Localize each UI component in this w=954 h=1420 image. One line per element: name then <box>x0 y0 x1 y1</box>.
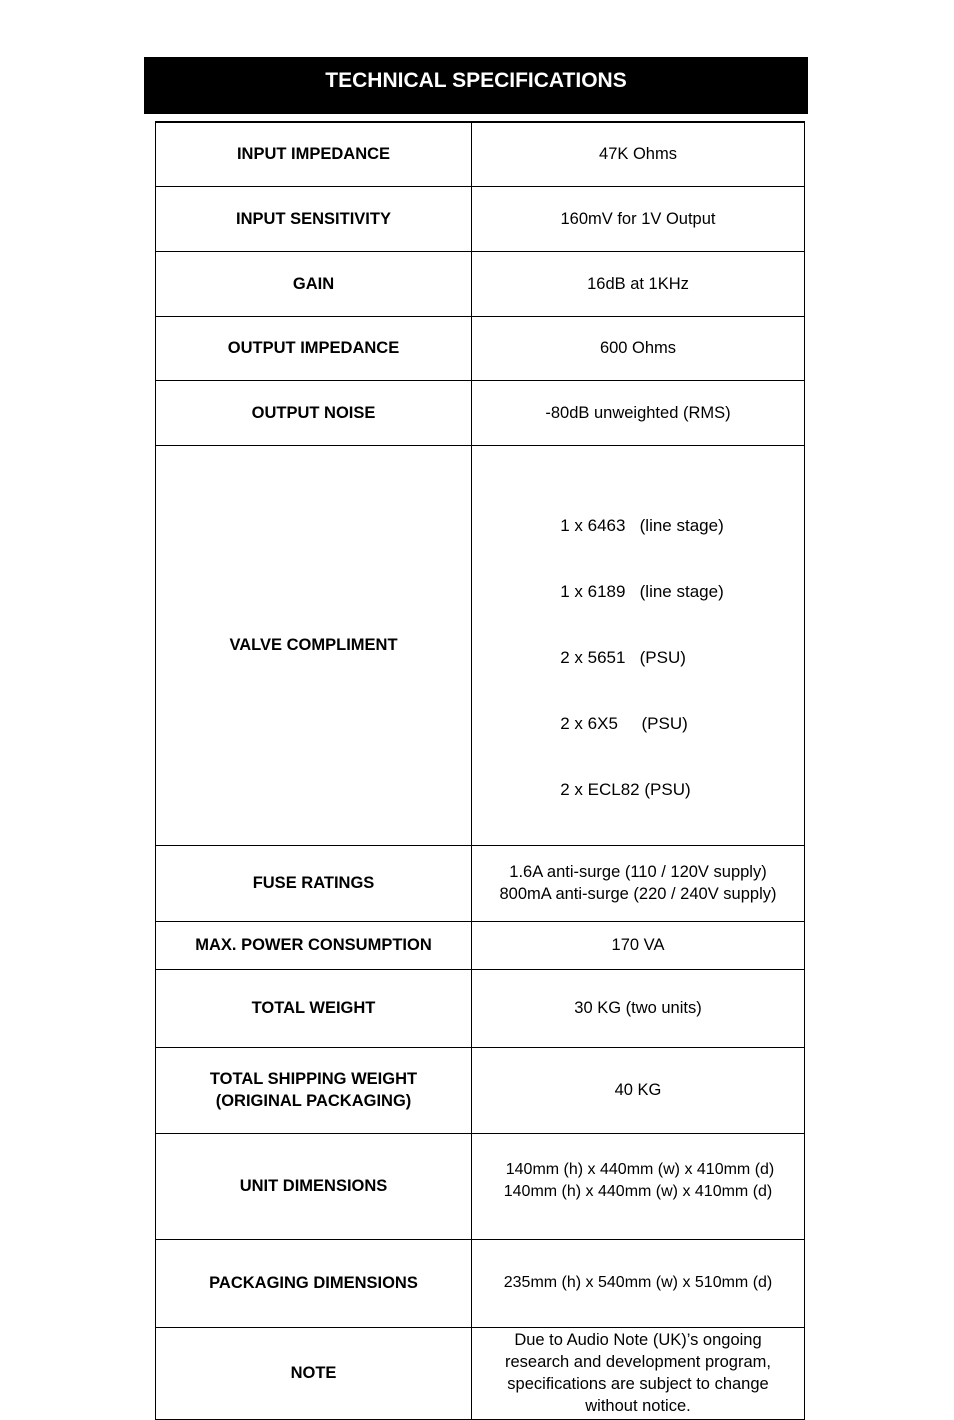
valve-line: 2 x 6X5 (PSU) <box>560 713 688 733</box>
note-line: research and development program, <box>505 1353 771 1371</box>
spec-value-valve-compliment <box>472 445 805 845</box>
table-row <box>156 845 805 921</box>
unit-dimension-line: 140mm (h) x 440mm (w) x 410mm (d) <box>503 1182 773 1200</box>
spec-label-input-impedance: INPUT IMPEDANCE <box>156 122 472 186</box>
spec-value-input-impedance: 47K Ohms <box>472 122 805 186</box>
shipping-weight-label-line: (ORIGINAL PACKAGING) <box>215 1092 412 1110</box>
fuse-line: 1.6A anti-surge (110 / 120V supply) <box>509 863 767 881</box>
table-row <box>156 186 805 251</box>
spec-label-shipping-weight <box>156 1047 472 1133</box>
shipping-weight-label-line: TOTAL SHIPPING WEIGHT <box>209 1070 418 1088</box>
spec-label-valve-compliment: VALVE COMPLIMENT <box>156 445 472 845</box>
valve-line: 2 x 5651 (PSU) <box>560 647 686 667</box>
valve-line: 1 x 6189 (line stage) <box>560 581 724 601</box>
spec-value-output-noise: -80dB unweighted (RMS) <box>472 380 805 445</box>
note-line: Due to Audio Note (UK)’s ongoing <box>514 1331 762 1349</box>
spec-value-shipping-weight: 40 KG <box>472 1047 805 1133</box>
spec-label-total-weight: TOTAL WEIGHT <box>156 969 472 1047</box>
table-row <box>156 251 805 316</box>
spec-value-note <box>472 1327 805 1419</box>
spec-value-packaging-dimensions: 235mm (h) x 540mm (w) x 510mm (d) <box>472 1239 805 1327</box>
fuse-line: 800mA anti-surge (220 / 240V supply) <box>499 885 777 903</box>
spec-label-fuse-ratings: FUSE RATINGS <box>156 845 472 921</box>
table-row <box>156 316 805 380</box>
table-row <box>156 1239 805 1327</box>
spec-label-gain: GAIN <box>156 251 472 316</box>
spec-label-packaging-dimensions: PACKAGING DIMENSIONS <box>156 1239 472 1327</box>
spec-value-total-weight: 30 KG (two units) <box>472 969 805 1047</box>
table-row <box>156 1327 805 1419</box>
spec-value-fuse-ratings <box>472 845 805 921</box>
table-row <box>156 380 805 445</box>
table-row <box>156 122 805 186</box>
spec-label-input-sensitivity: INPUT SENSITIVITY <box>156 186 472 251</box>
spec-value-gain: 16dB at 1KHz <box>472 251 805 316</box>
spec-value-max-power: 170 VA <box>472 921 805 969</box>
note-line: without notice. <box>585 1397 691 1415</box>
spec-value-unit-dimensions <box>472 1133 805 1239</box>
spec-value-output-impedance: 600 Ohms <box>472 316 805 380</box>
table-row <box>156 921 805 969</box>
spec-value-input-sensitivity: 160mV for 1V Output <box>472 186 805 251</box>
unit-dimension-line: 140mm (h) x 440mm (w) x 410mm (d) <box>505 1160 775 1178</box>
specifications-table <box>155 121 805 1420</box>
page-title: TECHNICAL SPECIFICATIONS <box>144 57 808 114</box>
table-row <box>156 445 805 845</box>
valve-list <box>560 471 723 845</box>
spec-label-output-noise: OUTPUT NOISE <box>156 380 472 445</box>
table-row <box>156 1047 805 1133</box>
table-row <box>156 969 805 1047</box>
spec-label-output-impedance: OUTPUT IMPEDANCE <box>156 316 472 380</box>
spec-label-unit-dimensions: UNIT DIMENSIONS <box>156 1133 472 1239</box>
spec-label-note: NOTE <box>156 1327 472 1419</box>
table-row <box>156 1133 805 1239</box>
valve-line: 1 x 6463 (line stage) <box>560 515 724 535</box>
note-line: specifications are subject to change <box>507 1375 769 1393</box>
valve-line: 2 x ECL82 (PSU) <box>560 779 691 799</box>
spec-label-max-power: MAX. POWER CONSUMPTION <box>156 921 472 969</box>
